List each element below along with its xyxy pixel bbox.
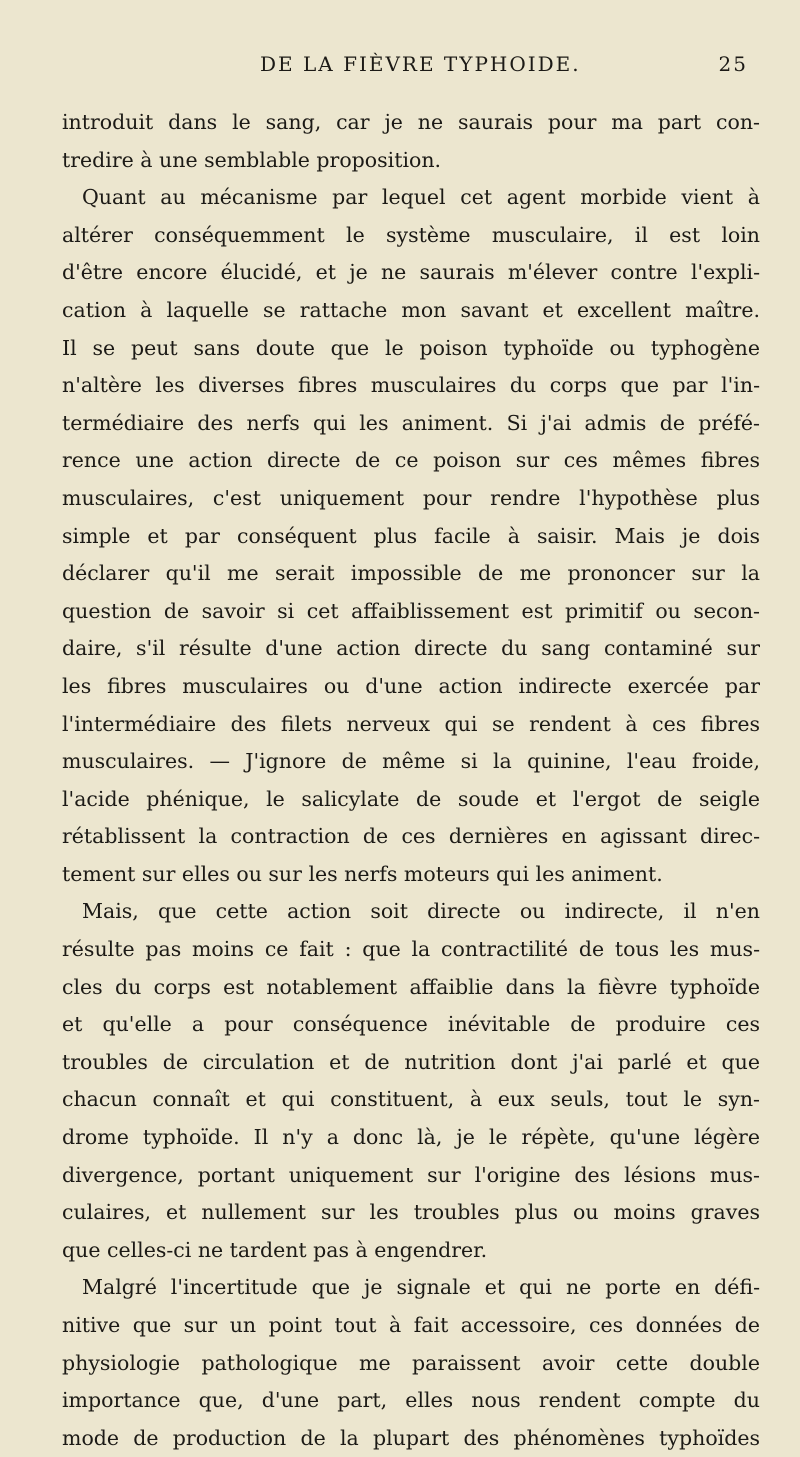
text-line: daire, s'il résulte d'une action directe du sang contaminé sur [62, 636, 760, 661]
text-line: résulte pas moins ce fait : que la contractilité de tous les mus- [62, 937, 760, 962]
text-line: simple et par conséquent plus facile à saisir. Mais je dois [62, 523, 760, 548]
text-line: altérer conséquemment le système musculaire, il est loin [62, 222, 760, 247]
text-line: cation à laquelle se rattache mon savant et excellent maître. [62, 297, 760, 322]
text-line: musculaires. — J'ignore de même si la quinine, l'eau froide, [62, 749, 760, 774]
text-line: Il se peut sans doute que le poison typhoïde ou typhogène [62, 335, 760, 360]
text-line: termédiaire des nerfs qui les animent. Si j'ai admis de préfé- [62, 410, 760, 435]
body-text [62, 104, 760, 1457]
text-line: l'acide phénique, le salicylate de soude et l'ergot de seigle [62, 786, 760, 811]
text-line: importance que, d'une part, elles nous rendent compte du [62, 1388, 760, 1413]
text-line: d'être encore élucidé, et je ne saurais m'élever contre l'expli- [62, 260, 760, 285]
text-line: tredire à une semblable proposition. [62, 147, 442, 172]
text-line: culaires, et nullement sur les troubles plus ou moins graves [62, 1200, 760, 1225]
text-line: que celles-ci ne tardent pas à engendrer. [62, 1237, 488, 1262]
text-line: l'intermédiaire des filets nerveux qui se rendent à ces fibres [62, 711, 760, 736]
text-line: chacun connaît et qui constituent, à eux seuls, tout le syn- [62, 1087, 760, 1112]
text-line: et qu'elle a pour conséquence inévitable de produire ces [62, 1012, 760, 1037]
text-line: Mais, que cette action soit directe ou indirecte, il n'en [82, 899, 760, 924]
text-line: rence une action directe de ce poison sur ces mêmes fibres [62, 448, 760, 473]
text-line: mode de production de la plupart des phénomènes typhoïdes [62, 1425, 760, 1450]
running-head [62, 48, 760, 82]
text-line: rétablissent la contraction de ces dernières en agissant direc- [62, 824, 760, 849]
text-line: introduit dans le sang, car je ne saurais pour ma part con- [62, 110, 760, 134]
text-line: les fibres musculaires ou d'une action indirecte exercée par [62, 673, 760, 698]
text-line: troubles de circulation et de nutrition dont j'ai parlé et que [62, 1049, 760, 1074]
text-line: n'altère les diverses fibres musculaires du corps que par l'in- [62, 373, 760, 398]
text-line: physiologie pathologique me paraissent avoir cette double [62, 1350, 760, 1375]
text-line: musculaires, c'est uniquement pour rendre l'hypothèse plus [62, 485, 760, 510]
text-line: drome typhoïde. Il n'y a donc là, je le répète, qu'une légère [62, 1125, 760, 1150]
text-line: Quant au mécanisme par lequel cet agent morbide vient à [82, 185, 760, 210]
page-number: 25 [718, 52, 748, 76]
text-line: cles du corps est notablement affaiblie dans la fièvre typhoïde [62, 974, 760, 999]
text-line: tement sur elles ou sur les nerfs moteurs qui les animent. [62, 861, 663, 886]
text-line: Malgré l'incertitude que je signale et qui ne porte en défi- [82, 1275, 760, 1300]
text-line: déclarer qu'il me serait impossible de me prononcer sur la [62, 561, 760, 586]
running-title: DE LA FIÈVRE TYPHOIDE. [260, 52, 581, 76]
text-line: nitive que sur un point tout à fait accessoire, ces données de [62, 1313, 760, 1337]
text-line: question de savoir si cet affaiblissement est primitif ou secon- [62, 598, 760, 623]
text-line: divergence, portant uniquement sur l'origine des lésions mus- [62, 1162, 760, 1187]
